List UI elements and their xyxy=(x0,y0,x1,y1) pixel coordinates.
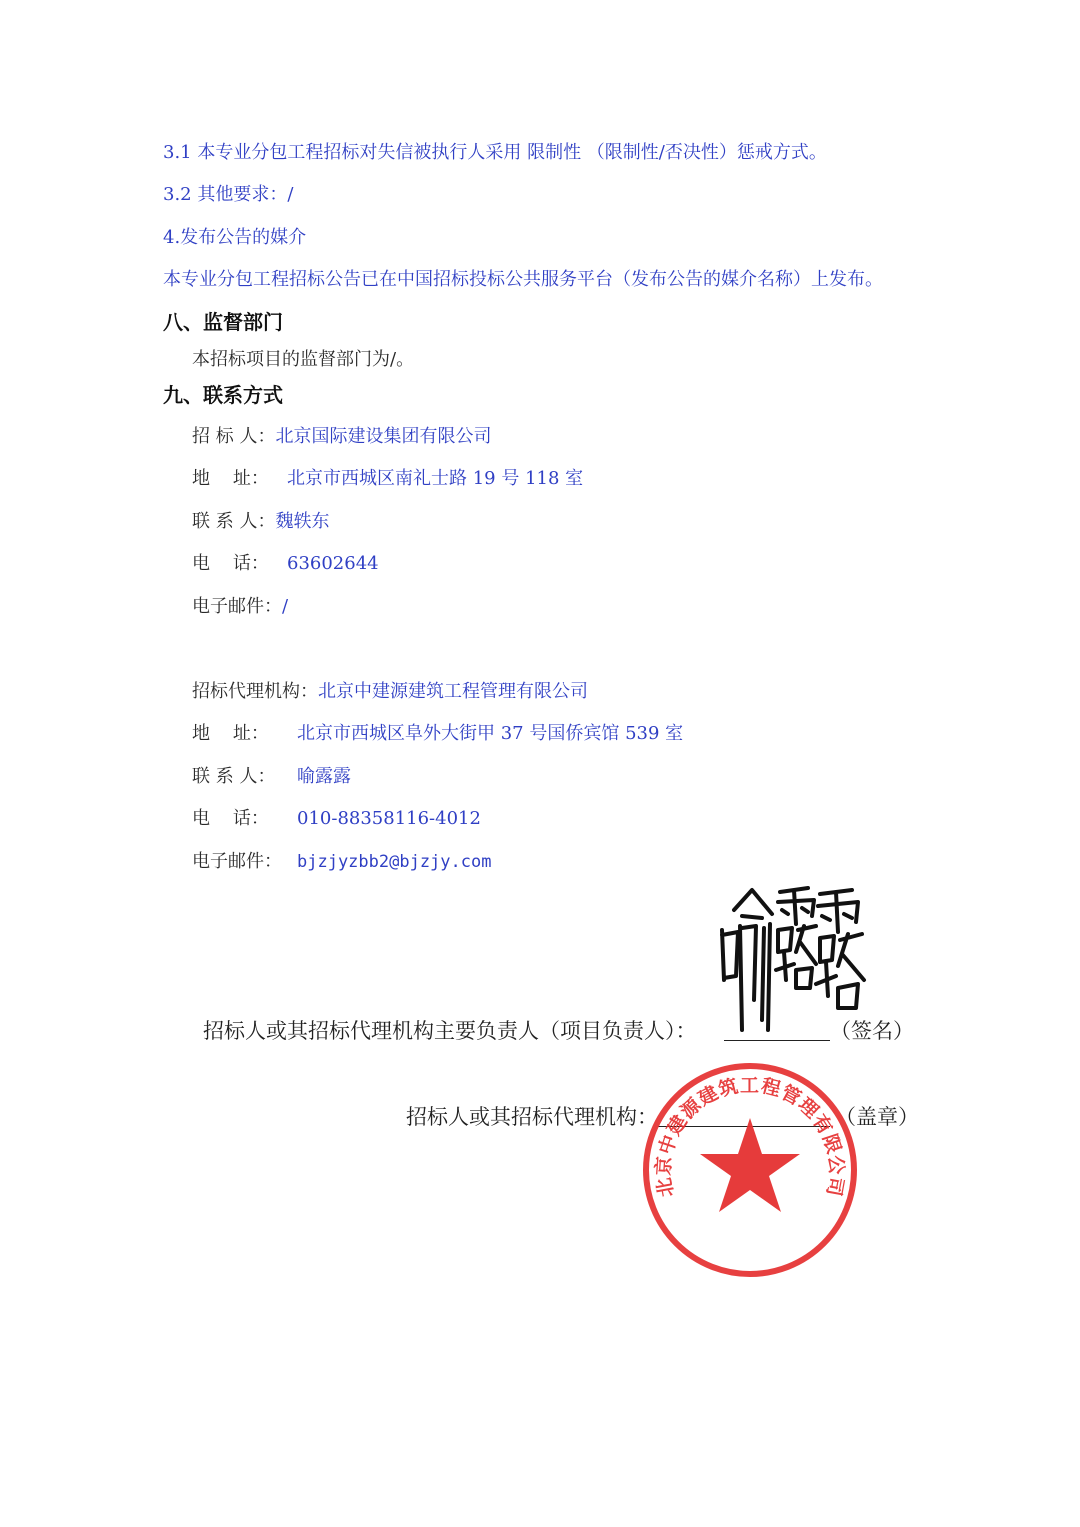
agency-phone-label: 电 话： xyxy=(192,808,269,829)
section-8-heading: 八、监督部门 xyxy=(163,310,283,334)
agency-contact-label: 联 系 人： xyxy=(192,766,276,787)
tenderer-email-label: 电子邮件： xyxy=(192,596,282,617)
handwritten-signature xyxy=(712,880,872,1040)
tenderer-contact: 魏轶东 xyxy=(275,511,330,532)
signature-line xyxy=(724,1040,830,1041)
seal-suffix: （盖章） xyxy=(835,1105,919,1129)
tenderer-email-row xyxy=(192,595,288,619)
tenderer-phone-row xyxy=(192,552,379,576)
tenderer-phone-label: 电 话： xyxy=(192,553,269,574)
agency-name-label: 招标代理机构： xyxy=(192,681,318,702)
agency-contact-row xyxy=(192,765,351,789)
section-8-text: 本招标项目的监督部门为/。 xyxy=(192,349,415,370)
item-3-1: 3.1 本专业分包工程招标对失信被执行人采用 限制性 （限制性/否决性）惩戒方式。 xyxy=(163,142,827,163)
tenderer-contact-row xyxy=(192,510,329,534)
item-3-2: 3.2 其他要求：/ xyxy=(163,184,294,205)
agency-name-row xyxy=(192,680,588,704)
media-text: 本专业分包工程招标公告已在中国招标投标公共服务平台（发布公告的媒介名称）上发布。 xyxy=(163,269,883,290)
tenderer-name-label: 招 标 人： xyxy=(192,426,276,447)
tenderer-contact-label: 联 系 人： xyxy=(192,511,276,532)
tenderer-address: 北京市西城区南礼士路 19 号 118 室 xyxy=(287,468,584,489)
agency-address-label: 地 址： xyxy=(192,723,269,744)
responsible-label: 招标人或其招标代理机构主要负责人（项目负责人）： xyxy=(203,1019,697,1043)
agency-address-row xyxy=(192,722,683,746)
seal-text: 北京中建源建筑工程管理有限公司 xyxy=(652,1074,848,1199)
agency-email: bjzjyzbb2@bjzjy.com xyxy=(297,852,492,872)
tenderer-address-row xyxy=(192,467,583,491)
tenderer-phone: 63602644 xyxy=(287,553,379,574)
agency-contact: 喻露露 xyxy=(297,766,351,787)
agency-email-row xyxy=(192,850,491,874)
agency-address: 北京市西城区阜外大街甲 37 号国侨宾馆 539 室 xyxy=(297,723,684,744)
agency-email-label: 电子邮件： xyxy=(192,851,282,872)
company-seal xyxy=(640,1060,860,1280)
tenderer-email: / xyxy=(282,596,289,617)
org-label: 招标人或其招标代理机构： xyxy=(406,1105,658,1129)
star-icon xyxy=(700,1118,800,1212)
agency-phone-row xyxy=(192,807,481,831)
agency-name: 北京中建源建筑工程管理有限公司 xyxy=(318,681,588,702)
section-9-heading: 九、联系方式 xyxy=(163,383,283,407)
tenderer-address-label: 地 址： xyxy=(192,468,269,489)
agency-phone: 010-88358116-4012 xyxy=(297,808,481,829)
sign-suffix: （签名） xyxy=(830,1019,914,1043)
tenderer-name: 北京国际建设集团有限公司 xyxy=(275,426,492,447)
media-heading: 4.发布公告的媒介 xyxy=(163,227,307,248)
tenderer-name-row xyxy=(192,425,491,449)
